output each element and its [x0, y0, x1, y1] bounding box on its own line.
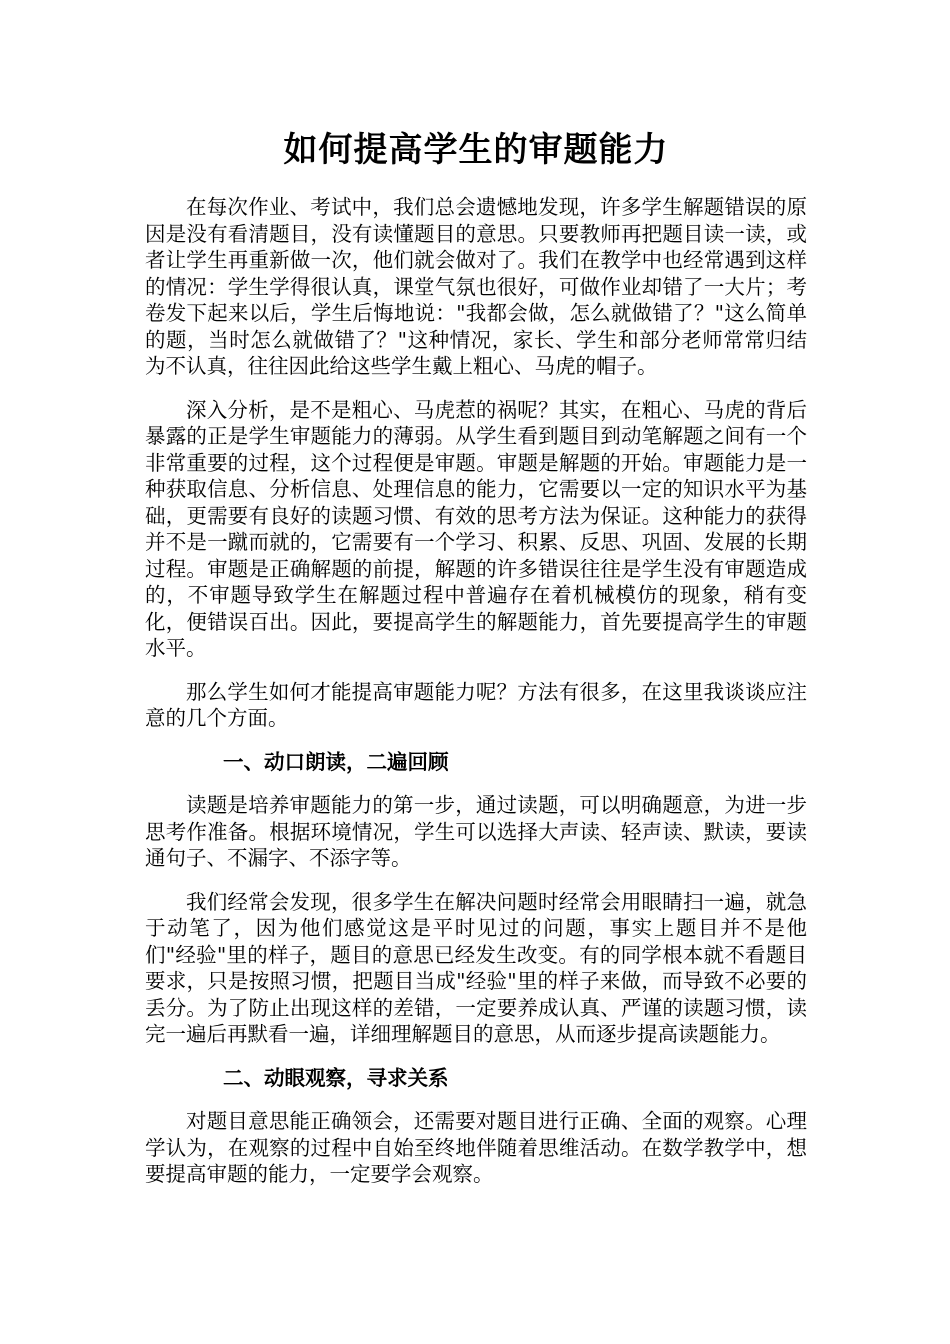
document-title: 如何提高学生的审题能力: [283, 130, 669, 170]
paragraph-intro: 在每次作业、考试中，我们总会遗憾地发现，许多学生解题错误的原因是没有看清题目，没有读懂题目的意思。只要教师再把题目读一读，或者让学生再重新做一次，他们就会做对了。我们在教学中也经常遇到这样的情况：学生学得很认真，课堂气氛也很好，可做作业却错了一大片；考卷发下起来以后，学生后悔地说："我都会做，怎么就做错了？"这么简单的题，当时怎么就做错了？"这种情况，家长、学生和部分老师常常归结为不认真，往往因此给这些学生戴上粗心、马虎的帽子。: [145, 195, 807, 378]
document-page: [145, 128, 807, 1205]
paragraph-observation: 对题目意思能正确领会，还需要对题目进行正确、全面的观察。心理学认为，在观察的过程中自始至终地伴随着思维活动。在数学教学中，想要提高审题的能力，一定要学会观察。: [145, 1109, 807, 1186]
paragraph-methods-intro: 那么学生如何才能提高审题能力呢？方法有很多，在这里我谈谈应注意的几个方面。: [145, 679, 807, 730]
section-heading-observation: 二、动眼观察，寻求关系: [223, 1065, 449, 1090]
paragraph-reading-first-step: 读题是培养审题能力的第一步，通过读题，可以明确题意，为进一步思考作准备。根据环境情况，学生可以选择大声读、轻声读、默读，要读通句子、不漏字、不添字等。: [145, 793, 807, 870]
paragraph-analysis: 深入分析，是不是粗心、马虎惹的祸呢？其实，在粗心、马虎的背后暴露的正是学生审题能力的薄弱。从学生看到题目到动笔解题之间有一个非常重要的过程，这个过程便是审题。审题是解题的开始。审题能力是一种获取信息、分析信息、处理信息的能力，它需要以一定的知识水平为基础，更需要有良好的读题习惯、有效的思考方法为保证。这种能力的获得并不是一蹴而就的，它需要有一个学习、积累、反思、巩固、发展的长期过程。审题是正确解题的前提，解题的许多错误往往是学生没有审题造成的，不审题导致学生在解题过程中普遍存在着机械模仿的现象，稍有变化，便错误百出。因此，要提高学生的解题能力，首先要提高学生的审题水平。: [145, 397, 807, 660]
paragraph-reading-habits: 我们经常会发现，很多学生在解决问题时经常会用眼睛扫一遍，就急于动笔了，因为他们感觉这是平时见过的问题，事实上题目并不是他们"经验"里的样子，题目的意思已经发生改变。有的同学根本就不看题目要求，只是按照习惯，把题目当成"经验"里的样子来做，而导致不必要的丢分。为了防止出现这样的差错，一定要养成认真、严谨的读题习惯，读完一遍后再默看一遍，详细理解题目的意思，从而逐步提高读题能力。: [145, 889, 807, 1046]
section-heading-reading: 一、动口朗读，二遍回顾: [223, 749, 449, 774]
